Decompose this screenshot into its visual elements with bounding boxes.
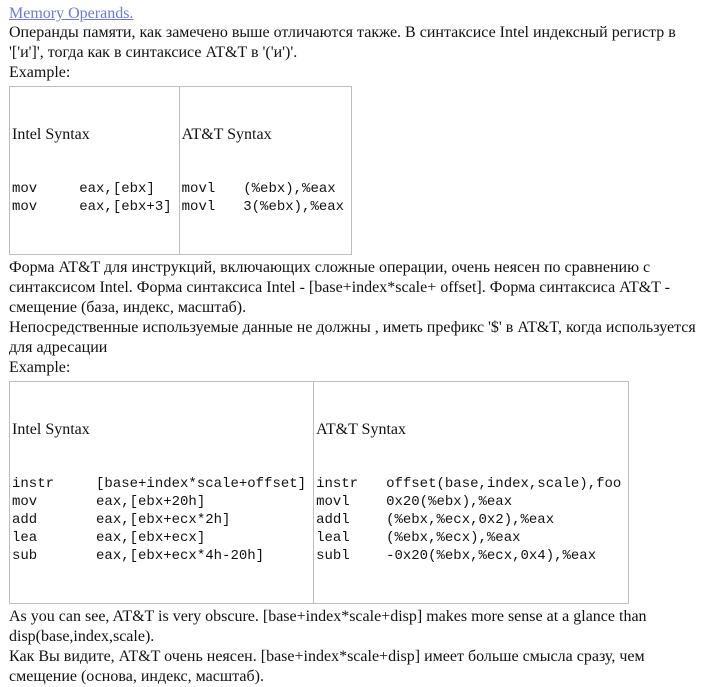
- example-label-1: Example:: [9, 64, 71, 81]
- code-row: [12, 198, 176, 216]
- mnemonic: mov: [12, 181, 38, 197]
- code-row: [316, 529, 625, 547]
- mnemonic: movl: [316, 494, 350, 510]
- intel-code-block-1: [12, 180, 176, 216]
- att-syntax-header: AT&T Syntax: [316, 421, 406, 438]
- operands: 0x20(%ebx),%eax: [386, 494, 513, 510]
- att-column-2: [314, 382, 629, 604]
- operands: eax,[ebx+ecx*4h-20h]: [96, 548, 265, 564]
- mnemonic: subl: [316, 548, 350, 564]
- mnemonic: movl: [181, 181, 216, 197]
- mnemonic: movl: [181, 199, 216, 215]
- mnemonic: mov: [12, 494, 38, 510]
- mnemonic: instr: [12, 476, 55, 492]
- code-row: [12, 180, 176, 198]
- mnemonic: add: [12, 512, 38, 528]
- att-code-block-1: [182, 180, 348, 216]
- example-label-2: Example:: [9, 359, 71, 376]
- mnemonic: instr: [316, 476, 359, 492]
- att-syntax-header: AT&T Syntax: [181, 126, 272, 143]
- paragraph-memory-operands: Операнды памяти, как замечено выше отличаются также. В синтаксисе Intel индексный регистр в '['и']', тогда как в синтаксисе AT&T в '('и')'.: [9, 24, 676, 61]
- syntax-table-2: [9, 381, 629, 604]
- operands: eax,[ebx]: [79, 181, 155, 197]
- code-row: [316, 511, 625, 529]
- operands: 3(%ebx),%eax: [243, 199, 345, 215]
- document-page: [9, 4, 714, 687]
- code-row: [316, 547, 625, 565]
- operands: -0x20(%ebx,%ecx,0x4),%eax: [386, 548, 597, 564]
- operands: [base+index*scale+offset]: [96, 476, 307, 492]
- operands: (%ebx,%ecx),%eax: [386, 530, 521, 546]
- operands: eax,[ebx+ecx]: [96, 530, 206, 546]
- intel-column-1: [10, 87, 180, 255]
- att-code-block-2: [316, 475, 625, 565]
- intel-syntax-header: Intel Syntax: [12, 421, 90, 438]
- code-row: [12, 529, 310, 547]
- code-row: [12, 547, 310, 565]
- mnemonic: leal: [316, 530, 350, 546]
- code-row: [12, 475, 310, 493]
- mnemonic: lea: [12, 530, 38, 546]
- operands: (%ebx),%eax: [243, 181, 336, 197]
- operands: eax,[ebx+ecx*2h]: [96, 512, 231, 528]
- code-row: [12, 511, 310, 529]
- code-row: [182, 180, 348, 198]
- intel-column-2: [10, 382, 314, 604]
- code-row: [316, 493, 625, 511]
- code-row: [316, 475, 625, 493]
- intel-syntax-header: Intel Syntax: [12, 126, 90, 143]
- intel-code-block-2: [12, 475, 310, 565]
- operands: eax,[ebx+3]: [79, 199, 172, 215]
- mnemonic: mov: [12, 199, 38, 215]
- paragraph-conclusion-ru: Как Вы видите, AT&T очень неясен. [base+index*scale+disp] имеет больше смысла сразу, чем смещение (основа, индекс, масштаб).: [9, 648, 645, 685]
- att-column-1: [179, 87, 351, 255]
- code-row: [182, 198, 348, 216]
- paragraph-immediate-data: Непосредственные используемые данные не должны , иметь префикс '$' в AT&T, когда используется для адресации: [9, 319, 696, 356]
- mnemonic: addl: [316, 512, 350, 528]
- operands: eax,[ebx+20h]: [96, 494, 206, 510]
- code-row: [12, 493, 310, 511]
- syntax-table-1: [9, 86, 352, 255]
- operands: offset(base,index,scale),foo: [386, 476, 622, 492]
- paragraph-att-form: Форма AT&T для инструкций, включающих сложные операции, очень неясен по сравнению с синтаксисом Intel. Форма синтаксиса Intel - [base+index*scale+ offset]. Форма синтаксиса AT&T - смещение (база, индекс, масштаб).: [9, 259, 670, 316]
- paragraph-conclusion-en: As you can see, AT&T is very obscure. [base+index*scale+disp] makes more sense at a glance than disp(base,index,scale).: [9, 608, 647, 645]
- operands: (%ebx,%ecx,0x2),%eax: [386, 512, 555, 528]
- section-heading: Memory Operands.: [9, 5, 134, 22]
- mnemonic: sub: [12, 548, 38, 564]
